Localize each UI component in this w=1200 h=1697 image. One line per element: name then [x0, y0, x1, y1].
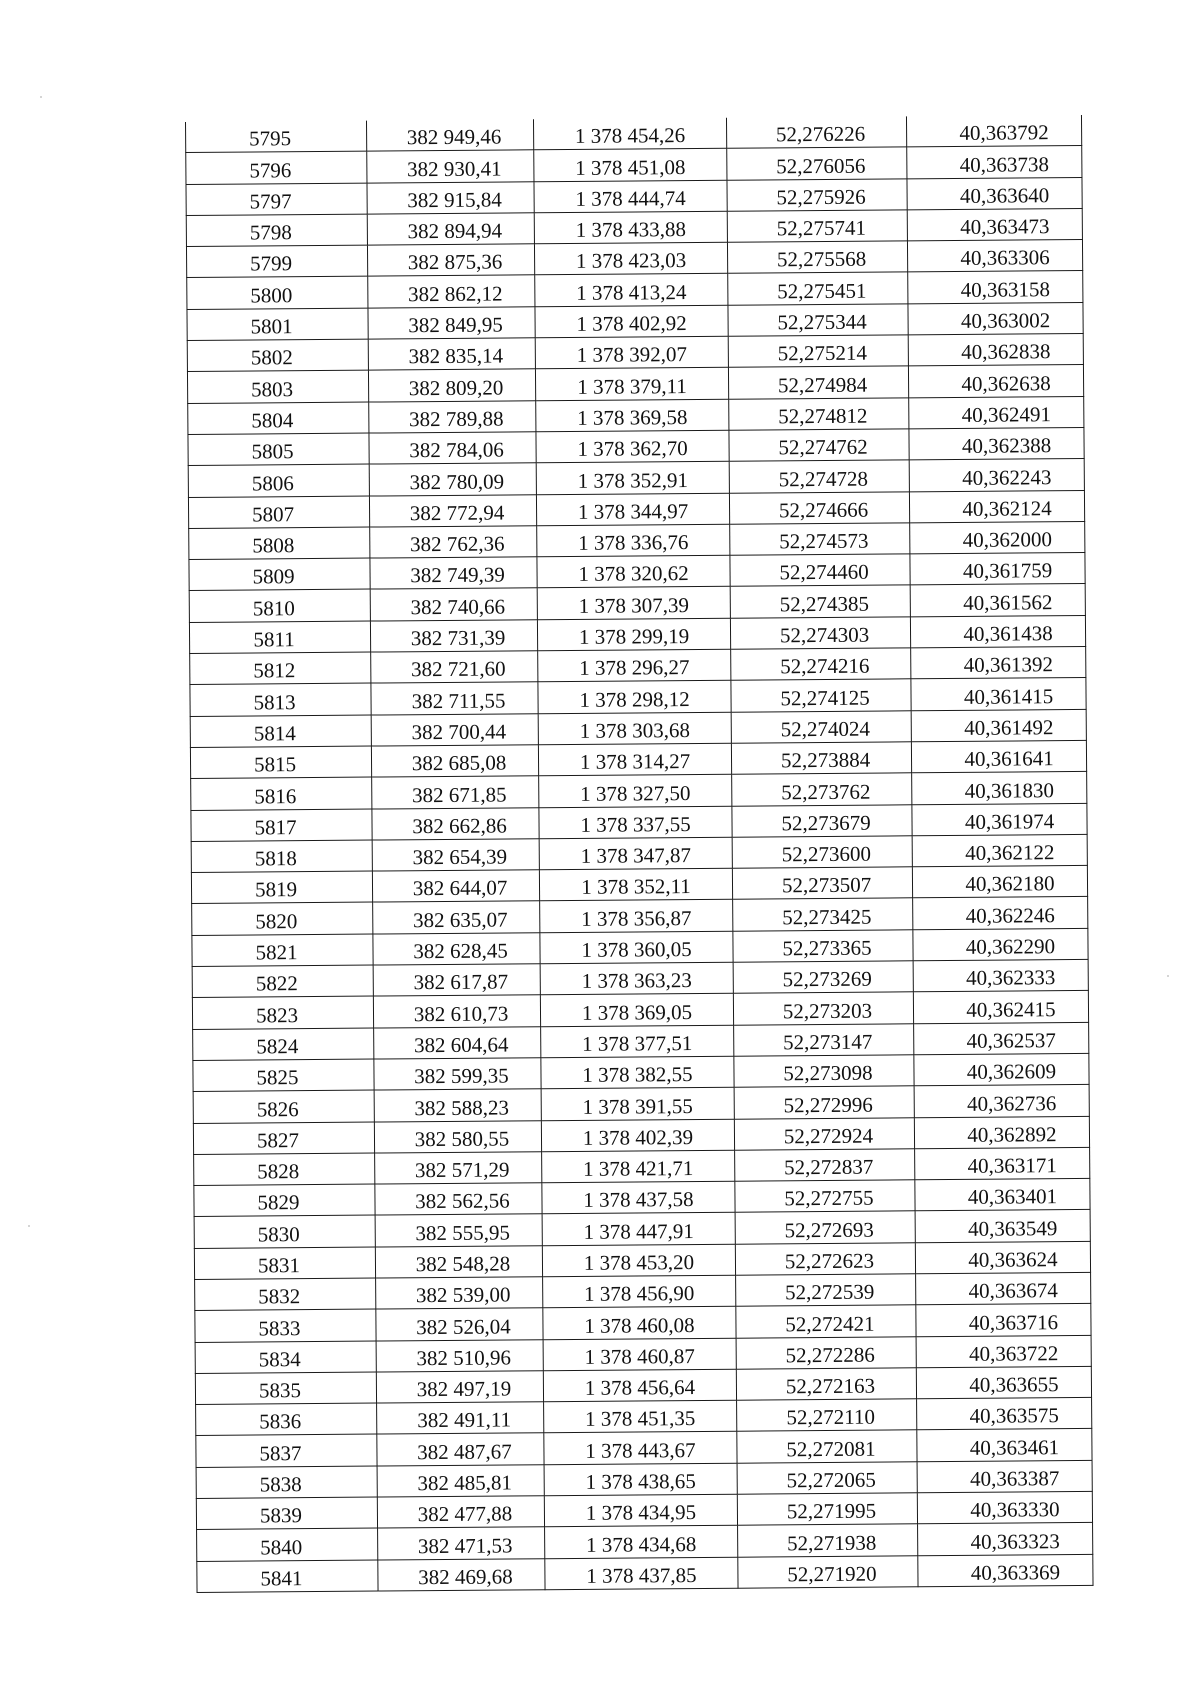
latitude-cell: 52,272081: [737, 1430, 917, 1463]
latitude-cell: 52,272996: [734, 1086, 914, 1119]
x-coordinate-cell: 382 749,39: [370, 557, 537, 590]
latitude-cell: 52,273425: [733, 898, 913, 931]
longitude-cell: 40,363306: [907, 240, 1082, 273]
latitude-cell: 52,274573: [730, 523, 910, 556]
latitude-cell: 52,273269: [733, 961, 913, 994]
longitude-cell: 40,361562: [910, 584, 1085, 617]
x-coordinate-cell: 382 497,19: [376, 1371, 543, 1404]
latitude-cell: 52,275568: [727, 241, 907, 274]
y-coordinate-cell: 1 378 320,62: [537, 555, 730, 588]
point-number-cell: 5836: [196, 1403, 377, 1436]
y-coordinate-cell: 1 378 392,07: [535, 336, 728, 369]
latitude-cell: 52,274984: [728, 366, 908, 399]
longitude-cell: 40,362537: [914, 1022, 1089, 1055]
y-coordinate-cell: 1 378 437,85: [545, 1557, 738, 1590]
point-number-cell: 5838: [196, 1466, 377, 1499]
point-number-cell: 5829: [194, 1184, 375, 1217]
x-coordinate-cell: 382 780,09: [369, 463, 536, 496]
latitude-cell: 52,274762: [729, 429, 909, 462]
point-number-cell: 5826: [193, 1090, 374, 1123]
y-coordinate-cell: 1 378 434,95: [544, 1494, 737, 1527]
longitude-cell: 40,363575: [917, 1398, 1092, 1431]
latitude-cell: 52,272837: [735, 1149, 915, 1182]
latitude-cell: 52,272924: [734, 1117, 914, 1150]
point-number-cell: 5824: [193, 1028, 374, 1061]
x-coordinate-cell: 382 491,11: [377, 1402, 544, 1435]
point-number-cell: 5833: [195, 1309, 376, 1342]
x-coordinate-cell: 382 469,68: [378, 1558, 545, 1591]
y-coordinate-cell: 1 378 356,87: [540, 900, 733, 933]
x-coordinate-cell: 382 949,46: [366, 119, 533, 151]
point-number-cell: 5820: [192, 902, 373, 935]
longitude-cell: 40,361830: [912, 772, 1087, 805]
y-coordinate-cell: 1 378 314,27: [538, 743, 731, 776]
longitude-cell: 40,363640: [907, 177, 1082, 210]
longitude-cell: 40,361392: [911, 646, 1086, 679]
x-coordinate-cell: 382 610,73: [373, 995, 540, 1028]
x-coordinate-cell: 382 628,45: [373, 932, 540, 965]
longitude-cell: 40,363171: [915, 1147, 1090, 1180]
point-number-cell: 5815: [190, 746, 371, 779]
point-number-cell: 5803: [187, 370, 368, 403]
x-coordinate-cell: 382 784,06: [369, 432, 536, 465]
y-coordinate-cell: 1 378 352,91: [536, 462, 729, 495]
point-number-cell: 5810: [189, 590, 370, 623]
x-coordinate-cell: 382 485,81: [377, 1464, 544, 1497]
y-coordinate-cell: 1 378 382,55: [541, 1056, 734, 1089]
longitude-cell: 40,363473: [907, 208, 1082, 241]
x-coordinate-cell: 382 604,64: [374, 1026, 541, 1059]
longitude-cell: 40,362491: [909, 396, 1084, 429]
y-coordinate-cell: 1 378 433,88: [534, 211, 727, 244]
longitude-cell: 40,363674: [916, 1272, 1091, 1305]
x-coordinate-cell: 382 762,36: [370, 526, 537, 559]
longitude-cell: 40,363158: [908, 271, 1083, 304]
latitude-cell: 52,276226: [726, 116, 906, 148]
point-number-cell: 5830: [194, 1215, 375, 1248]
latitude-cell: 52,274666: [729, 491, 909, 524]
y-coordinate-cell: 1 378 336,76: [537, 524, 730, 557]
longitude-cell: 40,362609: [914, 1053, 1089, 1086]
longitude-cell: 40,363655: [916, 1366, 1091, 1399]
point-number-cell: 5834: [195, 1341, 376, 1374]
point-number-cell: 5798: [186, 214, 367, 247]
point-number-cell: 5804: [188, 402, 369, 435]
longitude-cell: 40,362415: [913, 991, 1088, 1024]
latitude-cell: 52,272421: [736, 1305, 916, 1338]
x-coordinate-cell: 382 635,07: [373, 901, 540, 934]
latitude-cell: 52,273884: [731, 742, 911, 775]
longitude-cell: 40,363330: [917, 1491, 1092, 1524]
point-number-cell: 5828: [194, 1153, 375, 1186]
y-coordinate-cell: 1 378 298,12: [538, 681, 731, 714]
x-coordinate-cell: 382 711,55: [371, 682, 538, 715]
longitude-cell: 40,363002: [908, 302, 1083, 335]
point-number-cell: 5812: [190, 652, 371, 685]
x-coordinate-cell: 382 915,84: [367, 181, 534, 214]
point-number-cell: 5817: [191, 809, 372, 842]
latitude-cell: 52,276056: [727, 147, 907, 180]
longitude-cell: 40,362333: [913, 959, 1088, 992]
y-coordinate-cell: 1 378 456,90: [543, 1275, 736, 1308]
y-coordinate-cell: 1 378 303,68: [538, 712, 731, 745]
point-number-cell: 5796: [186, 151, 367, 184]
point-number-cell: 5814: [190, 715, 371, 748]
latitude-cell: 52,272286: [736, 1336, 916, 1369]
scan-speck: [1167, 975, 1169, 977]
y-coordinate-cell: 1 378 456,64: [543, 1369, 736, 1402]
y-coordinate-cell: 1 378 443,67: [544, 1432, 737, 1465]
y-coordinate-cell: 1 378 379,11: [535, 368, 728, 401]
longitude-cell: 40,363624: [915, 1241, 1090, 1274]
point-number-cell: 5821: [192, 934, 373, 967]
y-coordinate-cell: 1 378 360,05: [540, 931, 733, 964]
y-coordinate-cell: 1 378 444,74: [534, 180, 727, 213]
point-number-cell: 5811: [189, 621, 370, 654]
latitude-cell: 52,272163: [736, 1368, 916, 1401]
y-coordinate-cell: 1 378 369,05: [540, 994, 733, 1027]
latitude-cell: 52,275214: [728, 335, 908, 368]
point-number-cell: 5816: [191, 777, 372, 810]
latitude-cell: 52,273365: [733, 930, 913, 963]
x-coordinate-cell: 382 617,87: [373, 964, 540, 997]
y-coordinate-cell: 1 378 391,55: [541, 1087, 734, 1120]
longitude-cell: 40,363461: [917, 1429, 1092, 1462]
longitude-cell: 40,363722: [916, 1335, 1091, 1368]
point-number-cell: 5802: [187, 339, 368, 372]
x-coordinate-cell: 382 862,12: [368, 275, 535, 308]
longitude-cell: 40,362290: [913, 928, 1088, 961]
longitude-cell: 40,361438: [910, 615, 1085, 648]
x-coordinate-cell: 382 548,28: [375, 1245, 542, 1278]
latitude-cell: 52,274460: [730, 554, 910, 587]
y-coordinate-cell: 1 378 421,71: [542, 1150, 735, 1183]
point-number-cell: 5827: [193, 1122, 374, 1155]
longitude-cell: 40,362124: [909, 490, 1084, 523]
scan-speck: [40, 96, 42, 98]
y-coordinate-cell: 1 378 413,24: [535, 274, 728, 307]
y-coordinate-cell: 1 378 460,08: [543, 1306, 736, 1339]
x-coordinate-cell: 382 526,04: [376, 1308, 543, 1341]
point-number-cell: 5795: [185, 121, 366, 153]
x-coordinate-cell: 382 789,88: [369, 400, 536, 433]
y-coordinate-cell: 1 378 337,55: [539, 806, 732, 839]
latitude-cell: 52,274812: [729, 397, 909, 430]
latitude-cell: 52,275741: [727, 210, 907, 243]
x-coordinate-cell: 382 930,41: [367, 150, 534, 183]
y-coordinate-cell: 1 378 369,58: [536, 399, 729, 432]
x-coordinate-cell: 382 685,08: [371, 745, 538, 778]
x-coordinate-cell: 382 654,39: [372, 839, 539, 872]
point-number-cell: 5822: [192, 965, 373, 998]
x-coordinate-cell: 382 571,29: [375, 1152, 542, 1185]
x-coordinate-cell: 382 477,88: [377, 1496, 544, 1529]
point-number-cell: 5809: [189, 558, 370, 591]
latitude-cell: 52,271995: [737, 1493, 917, 1526]
point-number-cell: 5808: [189, 527, 370, 560]
y-coordinate-cell: 1 378 438,65: [544, 1463, 737, 1496]
longitude-cell: 40,362638: [908, 365, 1083, 398]
latitude-cell: 52,274125: [731, 679, 911, 712]
latitude-cell: 52,274728: [729, 460, 909, 493]
y-coordinate-cell: 1 378 352,11: [539, 868, 732, 901]
longitude-cell: 40,363549: [915, 1210, 1090, 1243]
x-coordinate-cell: 382 835,14: [368, 338, 535, 371]
latitude-cell: 52,272110: [737, 1399, 917, 1432]
longitude-cell: 40,363369: [918, 1554, 1093, 1587]
latitude-cell: 52,273679: [732, 804, 912, 837]
y-coordinate-cell: 1 378 402,92: [535, 305, 728, 338]
table-row: [197, 1554, 1093, 1592]
x-coordinate-cell: 382 580,55: [374, 1120, 541, 1153]
latitude-cell: 52,273098: [734, 1055, 914, 1088]
longitude-cell: 40,363738: [907, 146, 1082, 179]
coordinates-table-body: [185, 115, 1093, 1592]
x-coordinate-cell: 382 487,67: [377, 1433, 544, 1466]
x-coordinate-cell: 382 849,95: [368, 307, 535, 340]
x-coordinate-cell: 382 700,44: [371, 713, 538, 746]
y-coordinate-cell: 1 378 453,20: [542, 1244, 735, 1277]
x-coordinate-cell: 382 599,35: [374, 1058, 541, 1091]
point-number-cell: 5839: [196, 1497, 377, 1530]
latitude-cell: 52,273600: [732, 836, 912, 869]
x-coordinate-cell: 382 644,07: [372, 870, 539, 903]
point-number-cell: 5841: [197, 1560, 378, 1593]
latitude-cell: 52,274216: [731, 648, 911, 681]
latitude-cell: 52,272539: [736, 1274, 916, 1307]
point-number-cell: 5806: [188, 464, 369, 497]
point-number-cell: 5840: [197, 1528, 378, 1561]
y-coordinate-cell: 1 378 327,50: [539, 774, 732, 807]
point-number-cell: 5813: [190, 683, 371, 716]
latitude-cell: 52,272693: [735, 1211, 915, 1244]
x-coordinate-cell: 382 721,60: [371, 651, 538, 684]
y-coordinate-cell: 1 378 423,03: [534, 242, 727, 275]
longitude-cell: 40,362388: [909, 427, 1084, 460]
scan-speck: [28, 1225, 30, 1227]
longitude-cell: 40,362000: [910, 521, 1085, 554]
longitude-cell: 40,361415: [911, 678, 1086, 711]
y-coordinate-cell: 1 378 454,26: [533, 118, 726, 150]
longitude-cell: 40,362243: [909, 459, 1084, 492]
longitude-cell: 40,361759: [910, 553, 1085, 586]
latitude-cell: 52,275451: [728, 272, 908, 305]
latitude-cell: 52,272623: [735, 1242, 915, 1275]
point-number-cell: 5837: [196, 1435, 377, 1468]
latitude-cell: 52,271938: [738, 1524, 918, 1557]
longitude-cell: 40,362892: [914, 1116, 1089, 1149]
latitude-cell: 52,271920: [738, 1555, 918, 1588]
x-coordinate-cell: 382 662,86: [372, 807, 539, 840]
point-number-cell: 5832: [195, 1278, 376, 1311]
y-coordinate-cell: 1 378 434,68: [545, 1526, 738, 1559]
y-coordinate-cell: 1 378 363,23: [540, 962, 733, 995]
y-coordinate-cell: 1 378 402,39: [541, 1119, 734, 1152]
latitude-cell: 52,274024: [731, 710, 911, 743]
latitude-cell: 52,274303: [730, 617, 910, 650]
y-coordinate-cell: 1 378 344,97: [536, 493, 729, 526]
longitude-cell: 40,361492: [911, 709, 1086, 742]
x-coordinate-cell: 382 471,53: [378, 1527, 545, 1560]
y-coordinate-cell: 1 378 299,19: [537, 618, 730, 651]
y-coordinate-cell: 1 378 451,35: [544, 1400, 737, 1433]
longitude-cell: 40,361974: [912, 803, 1087, 836]
latitude-cell: 52,273147: [734, 1023, 914, 1056]
point-number-cell: 5819: [191, 871, 372, 904]
point-number-cell: 5818: [191, 840, 372, 873]
y-coordinate-cell: 1 378 451,08: [534, 149, 727, 182]
latitude-cell: 52,275344: [728, 304, 908, 337]
latitude-cell: 52,273203: [733, 992, 913, 1025]
y-coordinate-cell: 1 378 437,58: [542, 1181, 735, 1214]
longitude-cell: 40,362180: [912, 866, 1087, 899]
latitude-cell: 52,273507: [732, 867, 912, 900]
longitude-cell: 40,363323: [918, 1523, 1093, 1556]
x-coordinate-cell: 382 894,94: [367, 213, 534, 246]
y-coordinate-cell: 1 378 362,70: [536, 430, 729, 463]
y-coordinate-cell: 1 378 347,87: [539, 837, 732, 870]
y-coordinate-cell: 1 378 460,87: [543, 1338, 736, 1371]
latitude-cell: 52,272755: [735, 1180, 915, 1213]
point-number-cell: 5831: [194, 1247, 375, 1280]
longitude-cell: 40,362838: [908, 334, 1083, 367]
latitude-cell: 52,275926: [727, 178, 907, 211]
x-coordinate-cell: 382 510,96: [376, 1339, 543, 1372]
point-number-cell: 5800: [187, 277, 368, 310]
longitude-cell: 40,363792: [906, 115, 1081, 147]
x-coordinate-cell: 382 562,56: [375, 1183, 542, 1216]
x-coordinate-cell: 382 809,20: [368, 369, 535, 402]
longitude-cell: 40,362736: [914, 1085, 1089, 1118]
point-number-cell: 5801: [187, 308, 368, 341]
y-coordinate-cell: 1 378 377,51: [541, 1025, 734, 1058]
y-coordinate-cell: 1 378 447,91: [542, 1213, 735, 1246]
y-coordinate-cell: 1 378 296,27: [538, 649, 731, 682]
point-number-cell: 5797: [186, 183, 367, 216]
x-coordinate-cell: 382 740,66: [370, 588, 537, 621]
x-coordinate-cell: 382 671,85: [372, 776, 539, 809]
x-coordinate-cell: 382 555,95: [375, 1214, 542, 1247]
y-coordinate-cell: 1 378 307,39: [537, 587, 730, 620]
point-number-cell: 5825: [193, 1059, 374, 1092]
longitude-cell: 40,362122: [912, 834, 1087, 867]
longitude-cell: 40,363387: [917, 1460, 1092, 1493]
point-number-cell: 5799: [186, 245, 367, 278]
x-coordinate-cell: 382 731,39: [370, 619, 537, 652]
x-coordinate-cell: 382 539,00: [376, 1277, 543, 1310]
latitude-cell: 52,273762: [732, 773, 912, 806]
longitude-cell: 40,363716: [916, 1304, 1091, 1337]
point-number-cell: 5823: [192, 996, 373, 1029]
point-number-cell: 5807: [188, 496, 369, 529]
point-number-cell: 5805: [188, 433, 369, 466]
latitude-cell: 52,274385: [730, 585, 910, 618]
longitude-cell: 40,363401: [915, 1179, 1090, 1212]
longitude-cell: 40,362246: [913, 897, 1088, 930]
latitude-cell: 52,272065: [737, 1462, 917, 1495]
longitude-cell: 40,361641: [911, 740, 1086, 773]
x-coordinate-cell: 382 772,94: [369, 494, 536, 527]
x-coordinate-cell: 382 588,23: [374, 1089, 541, 1122]
point-number-cell: 5835: [195, 1372, 376, 1405]
coordinates-table: [185, 115, 1094, 1593]
x-coordinate-cell: 382 875,36: [367, 244, 534, 277]
